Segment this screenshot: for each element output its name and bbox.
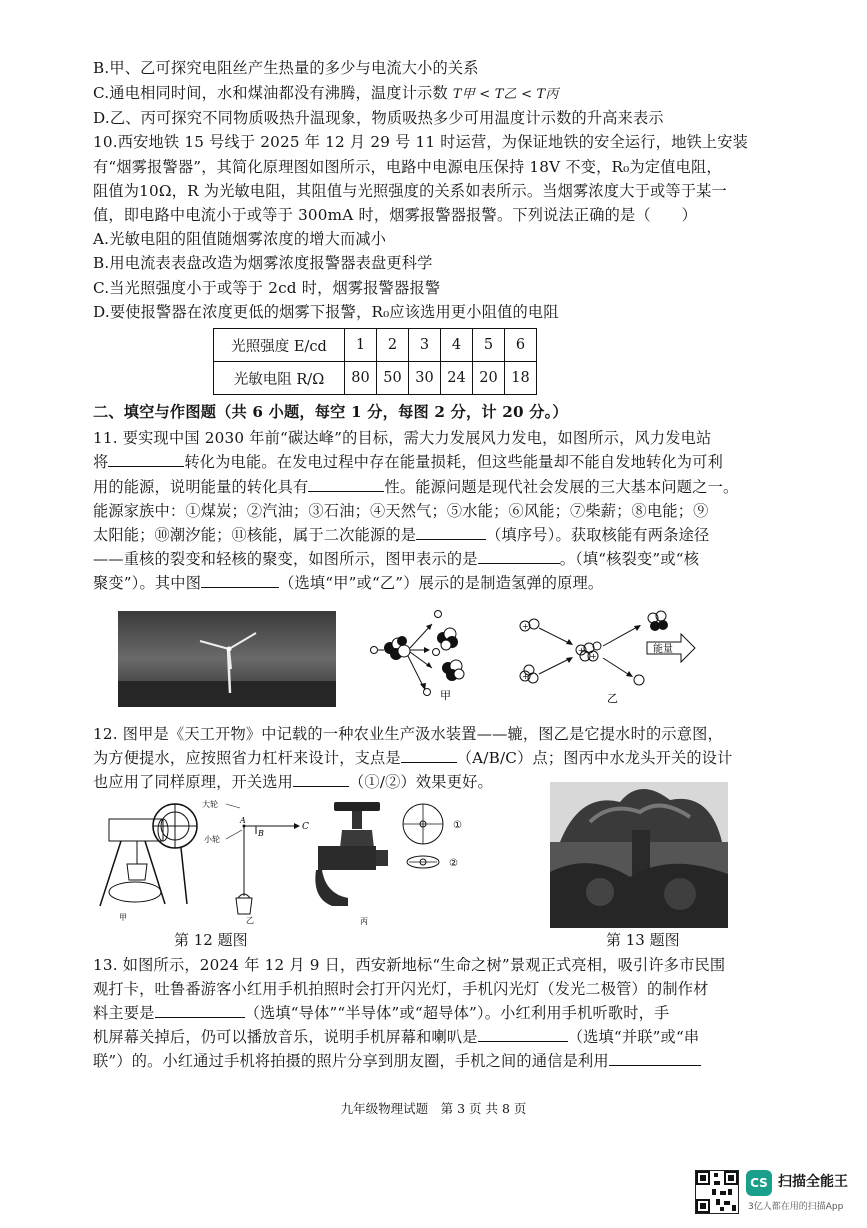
windlass-lever-diagram [200,796,312,924]
scanner-app-name: 扫描全能王 [778,1174,848,1190]
answer-blank[interactable] [416,524,486,540]
answer-blank[interactable] [308,476,384,492]
camscanner-logo-icon: CS [746,1170,772,1196]
svg-text:+: + [578,646,585,655]
table-cell: 4 [441,329,473,362]
q13-line1: 13. 如图所示，2024 年 12 月 9 日，西安新地标“生命之树”景观正式亮相，吸引许多市民围 [93,956,726,974]
q10-option-a: A.光敏电阻的阻值随烟雾浓度的增大而减小 [93,230,387,248]
table-cell: 3 [409,329,441,362]
answer-blank[interactable] [401,747,457,763]
fig-label-jia: 甲 [440,689,451,702]
tree-of-life-photo [550,782,728,928]
page-footer: 九年级物理试题 第 3 页 共 8 页 [340,1101,527,1116]
q11-text: 用的能源，说明能量的转化具有 [93,478,309,496]
q12-figure-caption: 第 12 题图 [174,931,248,949]
option-1-label: ① [453,820,462,831]
option-2-label: ② [449,858,458,869]
answer-blank[interactable] [155,1002,245,1018]
q13-line5 [93,1050,701,1072]
table-cell: 80 [345,362,377,395]
q11-text: 聚变”）。其中图 [93,574,202,592]
nuclear-fusion-diagram [515,604,697,704]
q9-option-c [93,82,559,106]
q12-text: （①/②）效果更好。 [349,773,493,791]
table-cell: 50 [377,362,409,395]
table-cell: 6 [505,329,537,362]
q9-option-d: D.乙、丙可探究不同物质吸热升温现象，物质吸热多少可用温度计示数的升高来表示 [93,109,664,127]
q13-text: 机屏幕关掉后，仍可以播放音乐，说明手机屏幕和喇叭是 [93,1028,478,1046]
q9-option-b: B.甲、乙可探究电阻丝产生热量的多少与电流大小的关系 [93,59,479,77]
q10-line3: 阻值为10Ω，R 为光敏电阻，其阻值与光照强度的关系如表所示。当烟雾浓度大于或等于某一 [93,182,727,200]
table-cell: 30 [409,362,441,395]
scanner-tagline: 3亿人都在用的扫描App [748,1202,844,1212]
tap-handle-options [395,798,475,892]
q13-text: 联”）的。小红通过手机将拍摄的照片分享到朋友圈，手机之间的通信是利用 [93,1052,609,1070]
answer-blank[interactable] [478,1026,568,1042]
q12-line2 [93,747,733,769]
light-resistance-table [213,328,537,395]
point-b-label: B [258,829,264,838]
q11-text: （填序号）。获取核能有两条途径 [486,526,710,544]
q9-option-c-text: C.通电相同时间，水和煤油都没有沸腾，温度计示数 [93,84,453,102]
q12-line3 [93,771,493,793]
table-cell: 18 [505,362,537,395]
q11-line7 [93,572,603,594]
q12-text: （A/B/C）点；图丙中水龙头开关的设计 [456,749,733,767]
q11-line1: 11. 要实现中国 2030 年前“碳达峰”的目标，需大力发展风力发电，如图所示，风力发电站 [93,429,712,447]
table-header-light: 光照强度 E/cd [214,329,345,362]
q10-line2: 有“烟雾报警器”，其简化原理图如图所示，电路中电源电压保持 18V 不变，R₀为定值电阻， [93,158,722,176]
q13-text: 料主要是 [93,1004,155,1022]
q11-text: 太阳能；⑩潮汐能；⑪核能，属于二次能源的是 [93,526,417,544]
point-a-label: A [240,816,246,825]
q10-option-b: B.用电流表表盘改造为烟雾浓度报警器表盘更科学 [93,254,433,272]
q9-option-c-formula: T甲 < T乙 < T丙 [452,87,559,102]
q10-line4: 值，即电路中电流小于或等于 300mA 时，烟雾报警器报警。下列说法正确的是（ ） [93,206,697,224]
table-header-resistance: 光敏电阻 R/Ω [214,362,345,395]
q13-line2: 观打卡，吐鲁番游客小红用手机拍照时会打开闪光灯，手机闪光灯（发光二极管）的制作材 [93,980,709,998]
svg-text:+: + [590,652,597,661]
q12-text: 为方便提水，应按照省力杠杆来设计，支点是 [93,749,401,767]
nuclear-fission-diagram [368,604,480,702]
fig-label-yi: 乙 [607,692,618,704]
q10-option-c: C.当光照强度小于或等于 2cd 时，烟雾报警器报警 [93,279,441,297]
svg-text:+: + [522,622,529,631]
q12-line1: 12. 图甲是《天工开物》中记载的一种农业生产汲水装置——辘，图乙是它提水时的示意图， [93,725,723,743]
answer-blank[interactable] [108,451,184,467]
label-big-wheel: 大轮 [202,800,218,809]
q11-text: 性。能源问题是现代社会发展的三大基本问题之一。 [384,478,739,496]
q10-option-d: D.要使报警器在浓度更低的烟雾下报警，R₀应该选用更小阻值的电阻 [93,303,559,321]
q13-line4 [93,1026,699,1048]
q11-line4: 能源家族中：①煤炭；②汽油；③石油；④天然气；⑤水能；⑥风能；⑦柴薪；⑧电能；⑨ [93,502,709,520]
answer-blank[interactable] [201,572,279,588]
q10-line1: 10.西安地铁 15 号线于 2025 年 12 月 29 号 11 时运营，为保证地铁的安全运行，地铁上安装 [93,133,749,151]
q11-text: 。（填“核裂变”或“核 [559,550,700,568]
fig-label-jia: 甲 [119,913,127,922]
table-row [214,362,537,395]
q11-line2 [93,451,723,473]
q12-text: 也应用了同样原理，开关选用 [93,773,294,791]
energy-label: 能量 [653,644,673,655]
q11-text: ——重核的裂变和轻核的聚变，如图所示，图甲表示的是 [93,550,478,568]
answer-blank[interactable] [478,548,560,564]
q11-line3 [93,476,738,498]
q11-line5 [93,524,709,546]
table-cell: 24 [441,362,473,395]
q11-text: 将 [93,453,109,471]
water-tap-figure [312,798,402,926]
table-cell: 1 [345,329,377,362]
table-cell: 2 [377,329,409,362]
point-c-label: C [302,822,309,832]
answer-blank[interactable] [293,771,349,787]
table-cell: 20 [473,362,505,395]
fig-label-bing: 丙 [360,917,368,926]
table-cell: 5 [473,329,505,362]
q13-text: （选填“导体”“半导体”或“超导体”）。小红利用手机听歌时，手 [244,1004,670,1022]
label-small-wheel: 小轮 [204,835,220,844]
qr-code-icon [695,1170,739,1214]
answer-blank[interactable] [609,1050,701,1066]
q13-text: （选填“并联”或“串 [567,1028,700,1046]
svg-text:+: + [522,672,529,681]
section-2-title: 二、填空与作图题（共 6 小题，每空 1 分，每图 2 分，计 20 分。） [93,403,568,421]
q13-figure-caption: 第 13 题图 [606,931,680,949]
wind-turbine-photo [118,611,336,707]
q11-line6 [93,548,699,570]
table-row [214,329,537,362]
q11-text: 转化为电能。在发电过程中存在能量损耗，但这些能量却不能自发地转化为可利 [184,453,723,471]
fig-label-yi: 乙 [246,916,254,924]
q13-line3 [93,1002,669,1024]
well-windlass-figure [95,796,215,924]
q11-text: （选填“甲”或“乙”）展示的是制造氢弹的原理。 [279,574,604,592]
